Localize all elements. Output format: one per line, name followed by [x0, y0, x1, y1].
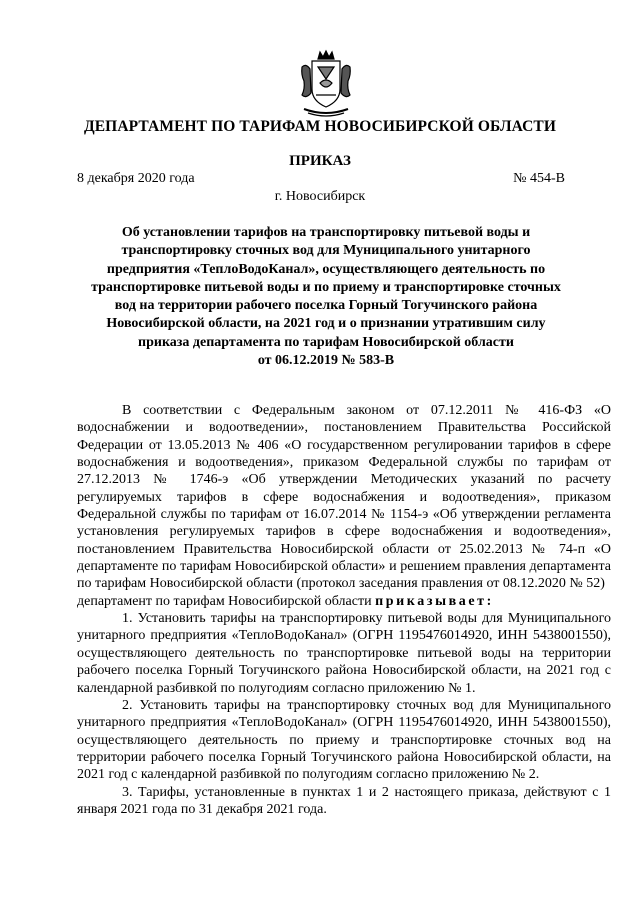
order-subject [88, 224, 564, 370]
order-item-2: 2. Установить тарифы на транспортировку сточных вод для Муниципального унитарного предприятия «ТеплоВодоКанал» (ОГРН 1195476014920, ИНН 5438001550), осуществляющего деятельность по приему и транспортировке сточных вод на территории рабочего поселка Горный Тогучинского района Новосибирской области, на 2021 год с календарной разбивкой по полугодиям согласно приложению № 2. [77, 697, 611, 783]
order-city: г. Новосибирск [274, 189, 366, 204]
order-body [77, 402, 611, 818]
subject-line: вод на территории рабочего поселка Горный Тогучинского района [114, 298, 538, 314]
subject-line: Об установлении тарифов на транспортировку питьевой воды и [121, 225, 531, 240]
order-date: 8 декабря 2020 года [77, 171, 195, 186]
orders-keyword: приказывает [375, 593, 487, 609]
department-name: ДЕПАРТАМЕНТ ПО ТАРИФАМ НОВОСИБИРСКОЙ ОБЛАСТИ [83, 118, 557, 135]
orders-line [77, 593, 611, 610]
orders-intro: департамент по тарифам Новосибирской области [77, 593, 372, 609]
subject-line: предприятия «ТеплоВодоКанал», осуществляющего деятельность по [106, 261, 546, 277]
orders-colon: : [486, 593, 494, 609]
order-item-3: 3. Тарифы, установленные в пунктах 1 и 2 настоящего приказа, действуют с 1 января 2021 года по 31 декабря 2021 года. [77, 784, 611, 817]
order-number: № 454-В [513, 171, 565, 186]
subject-line: транспортировку сточных вод для Муниципального унитарного [121, 243, 531, 259]
order-item-1: 1. Установить тарифы на транспортировку питьевой воды для Муниципального унитарного предприятия «ТеплоВодоКанал» (ОГРН 1195476014920, ИНН 5438001550), осуществляющего деятельность по транспортировке питьевой воды на территории рабочего поселка Горный Тогучинского района Новосибирской области, на 2021 год с календарной разбивкой по полугодиям согласно приложению № 1. [77, 611, 611, 696]
preamble-paragraph: В соответствии с Федеральным законом от 07.12.2011 № 416-ФЗ «О водоснабжении и водоотведении», постановлением Правительства Российской Федерации от 13.05.2013 № 406 «О государственном регулировании тарифов в сфере водоснабжения и водоотведения», приказом Федеральной службы по тарифам от 27.12.2013 № 1746-э «Об утверждении Методических указаний по расчету регулируемых тарифов в сфере водоснабжения и водоотведения», приказом Федеральной службы по тарифам от 16.07.2014 № 1154-э «Об утверждении регламента установления регулируемых тарифов в сфере водоснабжения и водоотведения», постановлением Правительства Новосибирской области от 25.02.2013 № 74-п «О департаменте по тарифам Новосибирской области» и решением правления департамента по тарифам Новосибирской области (протокол заседания правления от 08.12.2020 № 52) [77, 403, 611, 592]
subject-line: транспортировке питьевой воды и по приему и транспортировке сточных [91, 279, 561, 295]
coat-of-arms-icon [296, 49, 356, 119]
document-type: ПРИКАЗ [289, 153, 351, 169]
subject-line: Новосибирской области, на 2021 год и о признании утратившим силу [106, 316, 546, 332]
subject-line: от 06.12.2019 № 583-В [257, 353, 395, 369]
subject-line: приказа департамента по тарифам Новосибирской области [138, 334, 514, 350]
